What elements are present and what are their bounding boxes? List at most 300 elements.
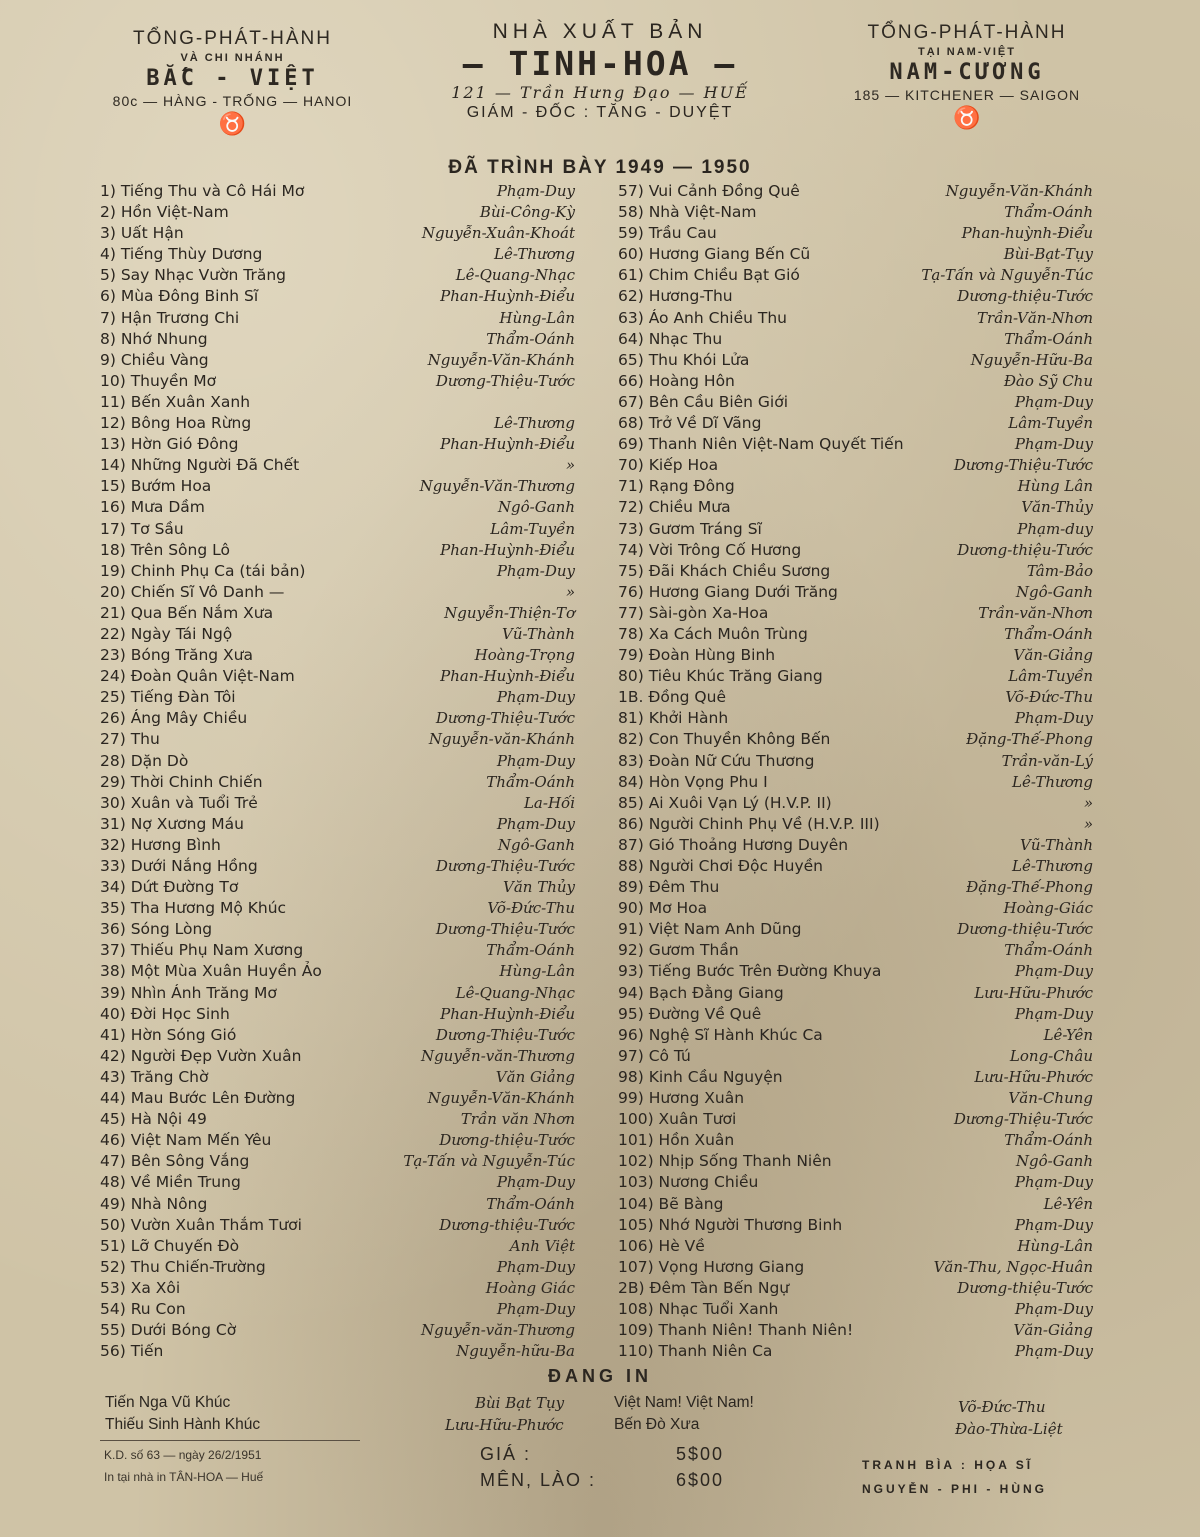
song-entry — [100, 794, 575, 815]
song-entry — [100, 604, 575, 625]
song-entry — [618, 372, 1093, 393]
song-entry — [100, 498, 575, 519]
song-title: 32) Hương Bình — [100, 835, 221, 854]
song-author: Đặng-Thế-Phong — [966, 730, 1093, 749]
song-author: Trần-văn-Lý — [1001, 751, 1093, 770]
song-entry — [100, 984, 575, 1005]
song-author: Phạm-Duy — [496, 561, 575, 580]
song-author: Lê-Thương — [1012, 857, 1093, 875]
song-entry — [618, 752, 1093, 773]
song-title: 78) Xa Cách Muôn Trùng — [618, 624, 808, 643]
song-entry — [618, 203, 1093, 224]
song-entry — [100, 1237, 575, 1258]
song-author: Dương-Thiệu-Tước — [953, 1110, 1093, 1129]
song-author: Nguyễn-Văn-Khánh — [427, 1089, 575, 1108]
song-entry — [100, 1089, 575, 1110]
song-title: 1) Tiếng Thu và Cô Hái Mơ — [100, 182, 305, 200]
song-title: 20) Chiến Sĩ Vô Danh — — [100, 582, 285, 601]
song-title: 95) Đường Về Quê — [618, 1004, 762, 1023]
song-title: 36) Sóng Lòng — [100, 920, 213, 939]
song-author: Nguyễn-Xuân-Khoát — [421, 224, 575, 243]
in-print-title: ĐANG IN — [548, 1366, 652, 1386]
song-title: 9) Chiều Vàng — [100, 350, 209, 369]
song-title: 62) Hương-Thu — [618, 287, 733, 306]
song-author: Phan-Huỳnh-Điểu — [440, 1004, 575, 1023]
illustrator-name: NGUYỄN - PHI - HÙNG — [862, 1482, 1048, 1496]
song-author: Phan-Huỳnh-Điểu — [440, 287, 575, 306]
song-title: 59) Trầu Cau — [618, 224, 717, 243]
song-title: 67) Bên Cầu Biên Giới — [618, 392, 789, 411]
song-title: 11) Bến Xuân Xanh — [100, 392, 251, 411]
song-title: 15) Bướm Hoa — [100, 477, 212, 496]
song-author: Thẩm-Oánh — [1004, 203, 1093, 222]
song-entry — [100, 1342, 575, 1363]
song-title: 108) Nhạc Tuổi Xanh — [618, 1299, 779, 1318]
song-title: 54) Ru Con — [100, 1299, 186, 1318]
song-author: Lưu-Hữu-Phước — [974, 1067, 1093, 1086]
song-title: 18) Trên Sông Lô — [100, 540, 230, 559]
song-author: Võ-Đức-Thu — [1005, 688, 1093, 707]
song-entry — [100, 414, 575, 435]
song-list-left — [100, 182, 575, 1363]
song-title: 30) Xuân và Tuổi Trẻ — [100, 793, 258, 812]
in-print-item-title: Thiếu Sinh Hành Khúc — [105, 1416, 261, 1433]
song-entry — [618, 562, 1093, 583]
song-author: Thẩm-Oánh — [486, 1194, 575, 1213]
song-author: Lê-Quang-Nhạc — [455, 266, 575, 285]
song-author: Hùng-Lân — [499, 308, 575, 327]
song-author: Thẩm-Oánh — [486, 772, 575, 791]
song-title: 24) Đoàn Quân Việt-Nam — [100, 667, 295, 686]
song-author: Phạm-Duy — [496, 1257, 575, 1276]
song-entry — [100, 646, 575, 667]
song-entry — [618, 815, 1093, 836]
song-entry — [100, 1026, 575, 1047]
song-entry — [100, 1258, 575, 1279]
song-author: Phạm-Duy — [1014, 709, 1093, 728]
song-author: Lâm-Tuyền — [1008, 667, 1093, 686]
song-title: 64) Nhạc Thu — [618, 329, 723, 348]
song-title: 49) Nhà Nông — [100, 1194, 208, 1213]
song-title: 17) Tơ Sầu — [100, 519, 184, 538]
song-entry — [618, 287, 1093, 308]
publisher-logo-icon: ♉ — [218, 111, 247, 136]
song-title: 103) Nương Chiều — [618, 1173, 759, 1192]
song-title: 27) Thu — [100, 730, 160, 749]
song-author: Nguyễn-Văn-Thương — [419, 477, 575, 496]
song-author: Nguyễn-Văn-Khánh — [945, 182, 1093, 200]
song-title: 107) Vọng Hương Giang — [618, 1257, 805, 1276]
song-title: 23) Bóng Trăng Xưa — [100, 646, 253, 665]
song-entry — [100, 1152, 575, 1173]
song-title: 47) Bên Sông Vắng — [100, 1152, 250, 1171]
song-entry — [100, 1110, 575, 1131]
song-author: Hùng-Lân — [499, 962, 575, 981]
song-entry — [618, 498, 1093, 519]
song-entry — [100, 287, 575, 308]
song-title: 4) Tiếng Thùy Dương — [100, 245, 263, 264]
song-title: 91) Việt Nam Anh Dũng — [618, 920, 802, 939]
song-title: 89) Đêm Thu — [618, 878, 720, 897]
printer-info: In tại nhà in TÂN-HOA — Huế — [104, 1470, 264, 1484]
song-title: 35) Tha Hương Mộ Khúc — [100, 899, 287, 918]
song-entry — [100, 1195, 575, 1216]
song-author: » — [1083, 793, 1093, 812]
song-author: Phạm-Duy — [496, 1173, 575, 1192]
song-title: 77) Sài-gòn Xa-Hoa — [618, 603, 769, 622]
song-title: 105) Nhớ Người Thương Binh — [618, 1215, 843, 1234]
song-title: 22) Ngày Tái Ngộ — [100, 624, 233, 643]
in-print-item-author: Đào-Thừa-Liệt — [955, 1420, 1063, 1438]
song-author: Phạm-Duy — [1014, 435, 1093, 454]
song-entry — [100, 477, 575, 498]
song-author: Hoàng Giác — [485, 1278, 575, 1297]
song-title: 85) Ai Xuôi Vạn Lý (H.V.P. II) — [618, 793, 832, 812]
song-list-right — [618, 182, 1093, 1363]
left-distributor-subtitle: VÀ CHI NHÁNH — [180, 52, 285, 64]
song-author: Đặng-Thế-Phong — [966, 878, 1093, 897]
song-entry — [100, 372, 575, 393]
song-author: Nguyễn-văn-Thương — [420, 1321, 575, 1340]
song-title: 80) Tiêu Khúc Trăng Giang — [618, 667, 823, 686]
in-print-item-title: Việt Nam! Việt Nam! — [614, 1394, 754, 1411]
song-entry — [100, 182, 575, 203]
license-number: K.D. số 63 — ngày 26/2/1951 — [104, 1448, 262, 1462]
song-title: 21) Qua Bến Nắm Xưa — [100, 603, 274, 622]
song-title: 88) Người Chơi Độc Huyền — [618, 857, 823, 875]
song-title: 96) Nghệ Sĩ Hành Khúc Ca — [618, 1025, 823, 1044]
footer-divider — [100, 1440, 360, 1441]
song-author: Anh Việt — [509, 1236, 575, 1255]
song-entry — [618, 224, 1093, 245]
song-title: 39) Nhìn Ánh Trăng Mơ — [100, 983, 277, 1002]
song-author: Thẩm-Oánh — [486, 329, 575, 348]
song-title: 104) Bẽ Bàng — [618, 1194, 724, 1213]
song-author: Võ-Đức-Thu — [487, 899, 575, 918]
song-title: 34) Dứt Đường Tơ — [100, 878, 239, 897]
song-entry — [100, 752, 575, 773]
song-author: Lưu-Hữu-Phước — [974, 983, 1093, 1002]
song-title: 1B. Đồng Quê — [618, 688, 726, 707]
song-author: Vũ-Thành — [1020, 835, 1093, 854]
song-author: Dương-thiệu-Tước — [957, 287, 1093, 306]
song-entry — [618, 414, 1093, 435]
song-title: 8) Nhớ Nhung — [100, 329, 208, 348]
in-print-item-title: Bến Đò Xưa — [614, 1416, 700, 1433]
song-entry — [618, 541, 1093, 562]
song-author: » — [1083, 814, 1093, 833]
song-author: Phạm-Duy — [1014, 1299, 1093, 1318]
song-entry — [100, 435, 575, 456]
song-title: 63) Áo Anh Chiều Thu — [618, 308, 787, 327]
song-entry — [618, 773, 1093, 794]
song-author: Dương-thiệu-Tước — [957, 920, 1093, 939]
song-author: Nguyễn-Thiện-Tơ — [444, 603, 575, 622]
song-entry — [100, 962, 575, 983]
song-title: 74) Vời Trông Cố Hương — [618, 540, 802, 559]
song-entry — [100, 709, 575, 730]
song-title: 101) Hồn Xuân — [618, 1131, 735, 1150]
song-entry — [618, 836, 1093, 857]
song-entry — [618, 1068, 1093, 1089]
song-title: 106) Hè Về — [618, 1236, 705, 1255]
song-author: Phạm-Duy — [1014, 1342, 1093, 1361]
song-title: 42) Người Đẹp Vườn Xuân — [100, 1046, 302, 1065]
song-entry — [618, 667, 1093, 688]
song-entry — [618, 941, 1093, 962]
song-author: Trần-văn-Nhơn — [978, 603, 1093, 622]
song-title: 81) Khởi Hành — [618, 709, 729, 728]
song-author: Tạ-Tấn và Nguyễn-Túc — [921, 266, 1093, 285]
song-author: Nguyễn-văn-Thương — [420, 1046, 575, 1065]
song-title: 57) Vui Cảnh Đồng Quê — [618, 182, 800, 200]
song-author: Văn-Thủy — [1021, 498, 1093, 517]
publisher-address: 121 — Trần Hưng Đạo — HUẾ — [451, 83, 749, 102]
song-author: Phạm-Duy — [496, 814, 575, 833]
song-entry — [100, 245, 575, 266]
song-author: » — [565, 582, 575, 601]
song-entry — [618, 1089, 1093, 1110]
song-title: 45) Hà Nội 49 — [100, 1110, 207, 1129]
song-title: 90) Mơ Hoa — [618, 899, 708, 918]
song-author: Bùi-Bạt-Tụy — [1003, 245, 1093, 264]
song-title: 33) Dưới Nắng Hồng — [100, 857, 258, 875]
song-author: Phạm-Duy — [1014, 392, 1093, 411]
publisher-name: — TINH-HOA — — [462, 44, 738, 83]
song-entry — [100, 941, 575, 962]
song-entry — [100, 351, 575, 372]
song-author: Phan-huỳnh-Điểu — [961, 224, 1093, 243]
left-distributor-address: 80c — HÀNG - TRỐNG — HANOI — [112, 93, 353, 109]
price-value: 5$00 — [676, 1444, 725, 1464]
song-entry — [100, 1173, 575, 1194]
song-title: 97) Cô Tú — [618, 1046, 691, 1065]
song-author: Long-Châu — [1009, 1046, 1093, 1065]
song-author: Dương-thiệu-Tước — [439, 1131, 575, 1150]
song-entry — [618, 688, 1093, 709]
song-title: 12) Bông Hoa Rừng — [100, 414, 252, 433]
song-entry — [618, 1321, 1093, 1342]
song-title: 28) Dặn Dò — [100, 751, 189, 770]
song-entry — [100, 330, 575, 351]
song-author: Lê-Yên — [1043, 1194, 1093, 1213]
song-author: Dương-Thiệu-Tước — [435, 709, 575, 728]
song-entry — [618, 646, 1093, 667]
song-entry — [618, 709, 1093, 730]
song-entry — [100, 456, 575, 477]
left-distributor — [100, 28, 365, 137]
song-title: 82) Con Thuyền Không Bến — [618, 730, 831, 749]
song-author: Lâm-Tuyền — [1008, 414, 1093, 433]
song-title: 79) Đoàn Hùng Binh — [618, 646, 776, 665]
song-entry — [618, 435, 1093, 456]
song-entry — [100, 541, 575, 562]
song-title: 53) Xa Xôi — [100, 1278, 181, 1297]
song-author: Lê-Thương — [1012, 772, 1093, 791]
song-title: 68) Trở Về Dĩ Vãng — [618, 414, 762, 433]
song-entry — [100, 815, 575, 836]
song-entry — [618, 899, 1093, 920]
song-title: 46) Việt Nam Mến Yêu — [100, 1131, 272, 1150]
song-title: 73) Gươm Tráng Sĩ — [618, 519, 762, 538]
song-author: Lê-Quang-Nhạc — [455, 983, 575, 1002]
song-author: Tâm-Bảo — [1026, 561, 1093, 580]
song-entry — [618, 182, 1093, 203]
song-author: Vũ-Thành — [502, 624, 575, 643]
song-entry — [100, 1005, 575, 1026]
song-author: Ngô-Ganh — [497, 498, 575, 517]
song-author: Hùng Lân — [1017, 477, 1093, 496]
illustrator-label: TRANH BÌA : HỌA SĨ — [862, 1458, 1034, 1472]
publisher-director: GIÁM - ĐỐC : TĂNG - DUYỆT — [466, 104, 734, 121]
song-author: Lâm-Tuyền — [490, 519, 575, 538]
song-entry — [100, 1047, 575, 1068]
price-label: GIÁ : — [480, 1444, 532, 1464]
song-author: Tạ-Tấn và Nguyễn-Túc — [403, 1152, 575, 1171]
song-author: Thẩm-Oánh — [486, 941, 575, 960]
song-author: Hùng-Lân — [1017, 1236, 1093, 1255]
song-entry — [100, 920, 575, 941]
song-author: Dương-Thiệu-Tước — [435, 857, 575, 875]
song-title: 2B) Đêm Tàn Bến Ngự — [618, 1278, 790, 1297]
song-entry — [100, 1321, 575, 1342]
song-title: 109) Thanh Niên! Thanh Niên! — [618, 1321, 854, 1340]
left-distributor-name: BẮC - VIỆT — [146, 66, 319, 91]
song-title: 93) Tiếng Bước Trên Đường Khuya — [618, 962, 882, 981]
song-author: Hoàng-Trọng — [474, 646, 575, 665]
song-author: Phạm-Duy — [496, 1299, 575, 1318]
song-entry — [100, 1216, 575, 1237]
song-entry — [618, 1237, 1093, 1258]
song-title: 66) Hoàng Hôn — [618, 371, 735, 390]
song-author: Phan-Huỳnh-Điểu — [440, 667, 575, 686]
song-author: Phạm-Duy — [1014, 1004, 1093, 1023]
song-entry — [618, 920, 1093, 941]
song-entry — [100, 562, 575, 583]
song-entry — [618, 625, 1093, 646]
song-title: 65) Thu Khói Lửa — [618, 350, 750, 369]
song-entry — [618, 1173, 1093, 1194]
song-entry — [618, 1026, 1093, 1047]
song-entry — [618, 351, 1093, 372]
song-entry — [618, 730, 1093, 751]
song-author: Thẩm-Oánh — [1004, 329, 1093, 348]
right-distributor-address: 185 — KITCHENER — SAIGON — [853, 87, 1081, 103]
song-title: 76) Hương Giang Dưới Trăng — [618, 582, 838, 601]
song-entry — [100, 1300, 575, 1321]
song-title: 41) Hờn Sóng Gió — [100, 1025, 237, 1044]
song-entry — [618, 1152, 1093, 1173]
song-author: La-Hối — [523, 793, 575, 812]
song-title: 48) Về Miền Trung — [100, 1173, 241, 1192]
song-title: 2) Hồn Việt-Nam — [100, 203, 229, 222]
song-title: 98) Kinh Cầu Nguyện — [618, 1067, 783, 1086]
song-entry — [100, 878, 575, 899]
song-author: Phạm-Duy — [496, 688, 575, 707]
song-title: 75) Đãi Khách Chiều Sương — [618, 561, 831, 580]
song-entry — [100, 583, 575, 604]
song-entry — [618, 1342, 1093, 1363]
song-title: 100) Xuân Tươi — [618, 1110, 737, 1129]
song-entry — [100, 203, 575, 224]
song-author: Phạm-Duy — [1014, 1173, 1093, 1192]
song-entry — [618, 520, 1093, 541]
song-title: 102) Nhịp Sống Thanh Niên — [618, 1152, 832, 1171]
song-entry — [618, 393, 1093, 414]
song-title: 71) Rạng Đông — [618, 477, 735, 496]
publisher-logo-icon: ♉ — [953, 105, 981, 130]
song-title: 40) Đời Học Sinh — [100, 1004, 230, 1023]
song-author: Văn-Giảng — [1013, 1321, 1093, 1340]
song-title: 86) Người Chinh Phụ Về (H.V.P. III) — [618, 814, 880, 833]
song-title: 56) Tiến — [100, 1342, 164, 1361]
song-entry — [100, 857, 575, 878]
song-entry — [618, 857, 1093, 878]
song-author: Dương-thiệu-Tước — [439, 1215, 575, 1234]
song-title: 84) Hòn Vọng Phu I — [618, 772, 768, 791]
song-entry — [100, 266, 575, 287]
song-author: Ngô-Ganh — [1015, 582, 1093, 601]
publisher-label: NHÀ XUẤT BẢN — [492, 20, 708, 43]
song-entry — [618, 245, 1093, 266]
song-author: Phan-Huỳnh-Điểu — [440, 540, 575, 559]
song-author: Lê-Thương — [494, 245, 575, 264]
song-title: 7) Hận Trương Chi — [100, 308, 240, 327]
song-author: Nguyễn-văn-Khánh — [428, 730, 575, 749]
song-title: 43) Trăng Chờ — [100, 1067, 209, 1086]
song-author: Thẩm-Oánh — [1004, 941, 1093, 960]
song-author: Dương-Thiệu-Tước — [953, 456, 1093, 475]
left-distributor-title: TỔNG-PHÁT-HÀNH — [133, 28, 332, 49]
song-title: 92) Gươm Thần — [618, 941, 739, 960]
song-author: Phan-Huỳnh-Điểu — [440, 435, 575, 454]
song-author: Thẩm-Oánh — [1004, 624, 1093, 643]
song-title: 58) Nhà Việt-Nam — [618, 203, 757, 222]
song-author: Văn-Chung — [1008, 1089, 1093, 1108]
song-author: Phạm-Duy — [496, 751, 575, 770]
song-author: Ngô-Ganh — [1015, 1152, 1093, 1171]
song-title: 25) Tiếng Đàn Tôi — [100, 688, 236, 707]
song-author: Nguyễn-Văn-Khánh — [427, 350, 575, 369]
right-distributor-title: TỔNG-PHÁT-HÀNH — [867, 22, 1067, 43]
song-title: 29) Thời Chinh Chiến — [100, 772, 263, 791]
song-author: » — [565, 456, 575, 475]
song-author: Bùi-Công-Kỳ — [479, 203, 575, 222]
price-laos-label: MÊN, LÀO : — [480, 1470, 597, 1490]
song-entry — [100, 667, 575, 688]
song-title: 51) Lỡ Chuyến Đò — [100, 1236, 240, 1255]
in-print-item-title: Tiến Nga Vũ Khúc — [105, 1394, 231, 1411]
song-entry — [100, 688, 575, 709]
song-author: Văn Thủy — [502, 878, 575, 897]
song-author: Văn-Thu, Ngọc-Huân — [933, 1257, 1093, 1276]
song-entry — [618, 984, 1093, 1005]
song-entry — [100, 625, 575, 646]
song-author: Lê-Yên — [1043, 1025, 1093, 1044]
song-author: Ngô-Ganh — [497, 835, 575, 854]
song-entry — [618, 1258, 1093, 1279]
song-entry — [618, 1279, 1093, 1300]
song-entry — [100, 899, 575, 920]
song-entry — [100, 224, 575, 245]
song-entry — [100, 1131, 575, 1152]
song-entry — [618, 1005, 1093, 1026]
song-entry — [618, 878, 1093, 899]
song-author: Văn-Giảng — [1013, 646, 1093, 665]
song-title: 110) Thanh Niên Ca — [618, 1342, 773, 1361]
song-author: Văn Giảng — [495, 1067, 575, 1086]
publisher-header — [390, 20, 810, 122]
